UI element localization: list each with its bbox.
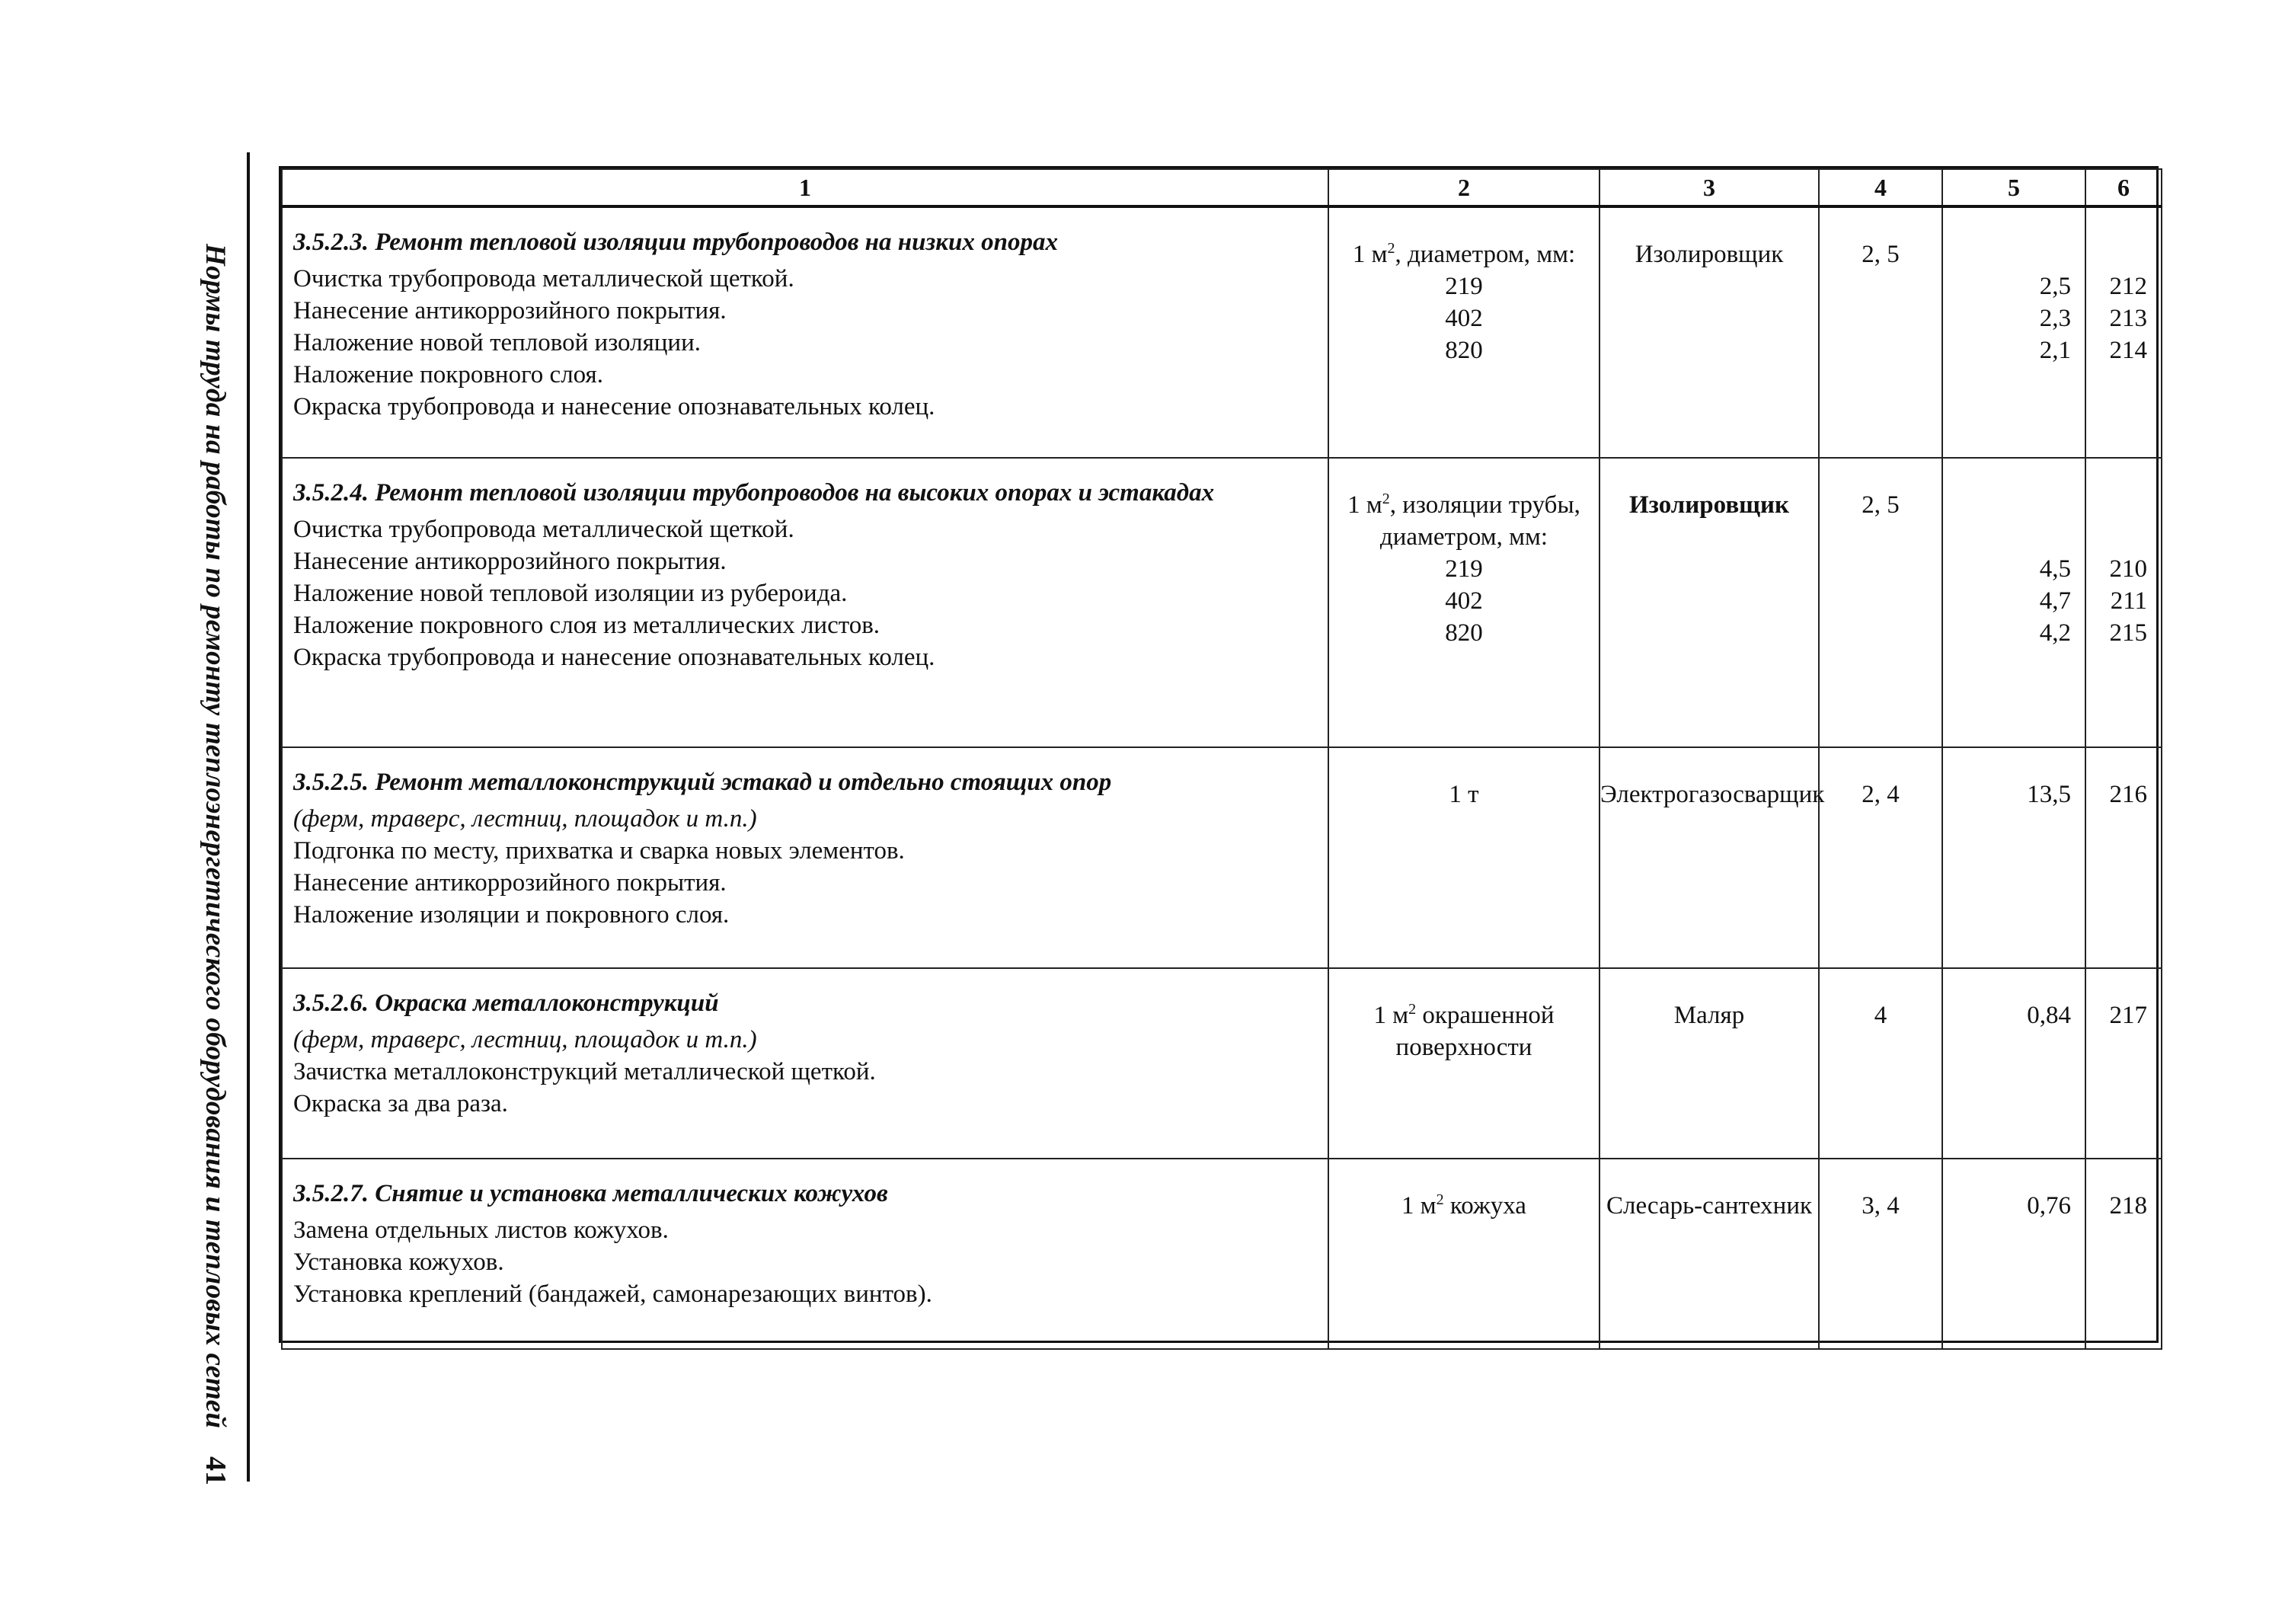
diameter-value: 820: [1445, 337, 1483, 364]
time-norm: 4,5: [2039, 555, 2071, 583]
unit-cell: [1328, 1159, 1600, 1349]
worker-profession: Изолировщик: [1635, 241, 1784, 268]
operation-item: Нанесение антикоррозийного покрытия.: [293, 869, 727, 897]
worker-cell: [1600, 458, 1819, 747]
norm-cell: [1942, 968, 2085, 1159]
col-header: 6: [2085, 169, 2162, 206]
operation-item: Очистка трубопровода металлической щеткой.: [293, 516, 794, 543]
operation-item: Установка креплений (бандажей, самонарезающих винтов).: [293, 1280, 932, 1308]
time-norm: 2,1: [2039, 337, 2071, 364]
diameter-value: 402: [1445, 305, 1483, 332]
norm-number-cell: [2085, 968, 2162, 1159]
page-number: 41: [200, 1456, 232, 1485]
worker-grade: 2, 5: [1862, 241, 1900, 268]
unit-prefix: 1 м: [1401, 1192, 1437, 1220]
section-title: 3.5.2.5. Ремонт металлоконструкций эстакад и отдельно стоящих опор: [293, 769, 1112, 796]
section-title: 3.5.2.6. Окраска металлоконструкций: [293, 989, 719, 1017]
norm-number-cell: [2085, 1159, 2162, 1349]
table-row: [282, 747, 2162, 968]
norms-table: [279, 166, 2159, 1343]
norm-number: 218: [2109, 1192, 2147, 1220]
section-subtitle: (ферм, траверс, лестниц, площадок и т.п.): [293, 805, 757, 833]
operation-item: Замена отдельных листов кожухов.: [293, 1216, 669, 1244]
worker-profession: Маляр: [1673, 1002, 1745, 1029]
work-description-cell: [282, 458, 1328, 747]
worker-grade: 3, 4: [1862, 1192, 1900, 1220]
col-header: 3: [1600, 169, 1819, 206]
operation-item: Наложение новой тепловой изоляции из рубероида.: [293, 580, 848, 607]
unit-superscript: 2: [1387, 240, 1395, 257]
operation-item: Наложение изоляции и покровного слоя.: [293, 901, 730, 929]
worker-cell: [1600, 1159, 1819, 1349]
norm-cell: [1942, 458, 2085, 747]
worker-profession: Слесарь-сантехник: [1606, 1192, 1813, 1220]
norm-number: 213: [2109, 305, 2147, 332]
operation-item: Наложение покровного слоя.: [293, 361, 603, 388]
norm-number: 217: [2109, 1002, 2147, 1029]
unit-prefix: 1 м: [1373, 1002, 1409, 1029]
norm-number-cell: [2085, 458, 2162, 747]
time-norm: 2,5: [2039, 273, 2071, 300]
col-header: 4: [1819, 169, 1942, 206]
unit-suffix: окрашенной поверхности: [1395, 1002, 1555, 1061]
grade-cell: [1819, 968, 1942, 1159]
unit-superscript: 2: [1408, 1001, 1417, 1018]
grade-cell: [1819, 206, 1942, 458]
worker-cell: [1600, 747, 1825, 968]
unit-cell: [1328, 206, 1600, 458]
operation-item: Наложение покровного слоя из металлических листов.: [293, 612, 880, 639]
norm-number: 214: [2109, 337, 2147, 364]
worker-grade: 2, 5: [1862, 491, 1900, 519]
diameter-value: 219: [1445, 555, 1483, 583]
unit-suffix: кожуха: [1443, 1192, 1526, 1220]
header-row: [282, 169, 2162, 206]
unit-suffix: , диаметром, мм:: [1395, 241, 1576, 268]
section-title: 3.5.2.3. Ремонт тепловой изоляции трубопроводов на низких опорах: [293, 229, 1058, 256]
work-description-cell: [282, 968, 1328, 1159]
unit-prefix: 1 т: [1449, 781, 1479, 808]
unit-cell: [1328, 458, 1600, 747]
worker-profession: Изолировщик: [1628, 491, 1790, 519]
table-row: [282, 206, 2162, 458]
norm-number: 216: [2109, 781, 2147, 808]
operation-item: Окраска трубопровода и нанесение опознавательных колец.: [293, 644, 935, 671]
norm-number-cell: [2085, 206, 2162, 458]
time-norm: 0,76: [2027, 1192, 2071, 1220]
work-description-cell: [282, 747, 1328, 968]
norm-cell: [1942, 1159, 2085, 1349]
side-margin: [197, 152, 250, 1485]
col-header: 1: [282, 169, 1328, 206]
worker-cell: [1600, 968, 1819, 1159]
operation-item: Нанесение антикоррозийного покрытия.: [293, 548, 727, 575]
norm-number: 210: [2109, 555, 2147, 583]
table-row: [282, 458, 2162, 747]
grade-cell: [1819, 458, 1942, 747]
time-norm: 0,84: [2027, 1002, 2071, 1029]
unit-cell: [1328, 747, 1600, 968]
col-header: 5: [1942, 169, 2085, 206]
worker-cell: [1600, 206, 1819, 458]
unit-superscript: 2: [1436, 1191, 1444, 1208]
unit-superscript: 2: [1382, 491, 1390, 507]
norm-number-cell: [2085, 747, 2162, 968]
unit-prefix: 1 м: [1347, 491, 1382, 519]
grade-cell: [1819, 747, 1942, 968]
norm-cell: [1942, 206, 2085, 458]
section-title: 3.5.2.4. Ремонт тепловой изоляции трубопроводов на высоких опорах и эстакадах: [293, 479, 1215, 507]
operation-item: Нанесение антикоррозийного покрытия.: [293, 297, 727, 324]
time-norm: 4,2: [2039, 619, 2071, 647]
worker-profession: Электрогазосварщик: [1600, 781, 1825, 808]
operation-item: Установка кожухов.: [293, 1248, 504, 1276]
col-header: 2: [1328, 169, 1600, 206]
operation-item: Очистка трубопровода металлической щеткой.: [293, 265, 794, 293]
time-norm: 2,3: [2039, 305, 2071, 332]
table-row: [282, 1159, 2162, 1349]
operation-item: Зачистка металлоконструкций металлической щеткой.: [293, 1058, 876, 1085]
diameter-value: 219: [1445, 273, 1483, 300]
operation-item: Подгонка по месту, прихватка и сварка новых элементов.: [293, 837, 905, 865]
worker-grade: 4: [1874, 1002, 1887, 1029]
work-description-cell: [282, 1159, 1328, 1349]
operation-item: Наложение новой тепловой изоляции.: [293, 329, 701, 356]
unit-prefix: 1 м: [1352, 241, 1388, 268]
operation-item: Окраска за два раза.: [293, 1090, 508, 1117]
norm-cell: [1942, 747, 2085, 968]
operation-item: Окраска трубопровода и нанесение опознавательных колец.: [293, 393, 935, 420]
running-title: Нормы труда на работы по ремонту теплоэнергетического оборудования и тепловых сетей: [200, 244, 231, 1429]
norm-number: 211: [2110, 587, 2147, 615]
table-row: [282, 968, 2162, 1159]
work-description-cell: [282, 206, 1328, 458]
norm-number: 212: [2109, 273, 2147, 300]
time-norm: 13,5: [2027, 781, 2071, 808]
time-norm: 4,7: [2039, 587, 2071, 615]
section-subtitle: (ферм, траверс, лестниц, площадок и т.п.): [293, 1026, 757, 1053]
unit-cell: [1328, 968, 1600, 1159]
norm-number: 215: [2109, 619, 2147, 647]
diameter-value: 402: [1445, 587, 1483, 615]
grade-cell: [1819, 1159, 1942, 1349]
section-title: 3.5.2.7. Снятие и установка металлических кожухов: [293, 1180, 888, 1207]
worker-grade: 2, 4: [1862, 781, 1900, 808]
unit-suffix: , изоляции трубы, диаметром, мм:: [1379, 491, 1580, 551]
diameter-value: 820: [1445, 619, 1483, 647]
